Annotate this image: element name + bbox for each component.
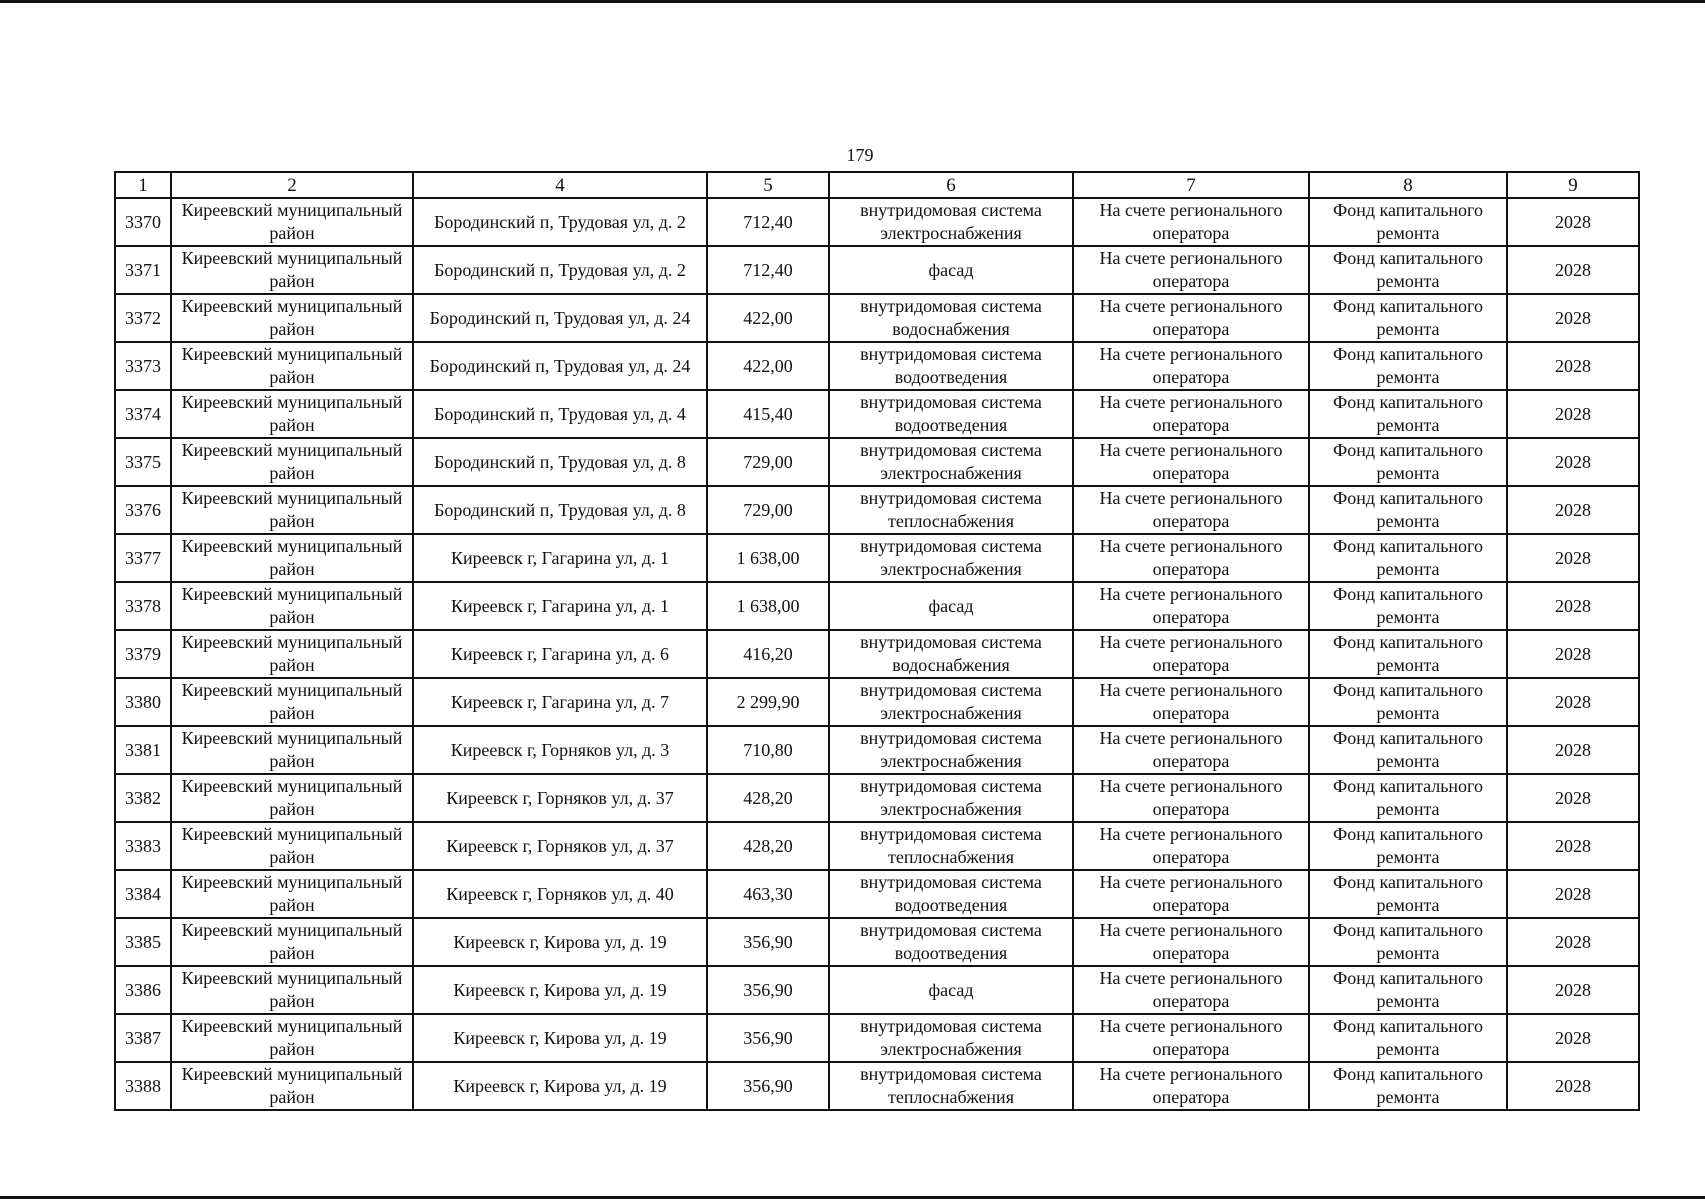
address-cell: Киреевск г, Гагарина ул, д. 1	[413, 534, 707, 582]
structural-element-cell: фасад	[829, 966, 1073, 1014]
row-number-cell: 3386	[115, 966, 171, 1014]
funding-source-cell: Фонд капитального ремонта	[1309, 198, 1507, 246]
column-header: 6	[829, 172, 1073, 198]
area-cell: 415,40	[707, 390, 829, 438]
funding-source-cell: Фонд капитального ремонта	[1309, 534, 1507, 582]
funding-source-cell: Фонд капитального ремонта	[1309, 966, 1507, 1014]
address-cell: Киреевск г, Горняков ул, д. 3	[413, 726, 707, 774]
column-header: 5	[707, 172, 829, 198]
row-number-cell: 3385	[115, 918, 171, 966]
row-number-cell: 3378	[115, 582, 171, 630]
address-cell: Киреевск г, Горняков ул, д. 40	[413, 870, 707, 918]
structural-element-cell: фасад	[829, 582, 1073, 630]
area-cell: 416,20	[707, 630, 829, 678]
area-cell: 2 299,90	[707, 678, 829, 726]
row-number-cell: 3383	[115, 822, 171, 870]
row-number-cell: 3381	[115, 726, 171, 774]
table-row	[115, 294, 1639, 342]
table-row	[115, 438, 1639, 486]
address-cell: Бородинский п, Трудовая ул, д. 24	[413, 342, 707, 390]
fund-account-cell: На счете регионального оператора	[1073, 198, 1309, 246]
structural-element-cell: внутридомовая система водоснабжения	[829, 294, 1073, 342]
funding-source-cell: Фонд капитального ремонта	[1309, 1014, 1507, 1062]
address-cell: Киреевск г, Кирова ул, д. 19	[413, 1062, 707, 1110]
fund-account-cell: На счете регионального оператора	[1073, 918, 1309, 966]
row-number-cell: 3380	[115, 678, 171, 726]
area-cell: 428,20	[707, 774, 829, 822]
table-row	[115, 486, 1639, 534]
address-cell: Бородинский п, Трудовая ул, д. 24	[413, 294, 707, 342]
funding-source-cell: Фонд капитального ремонта	[1309, 342, 1507, 390]
fund-account-cell: На счете регионального оператора	[1073, 246, 1309, 294]
structural-element-cell: внутридомовая система водоотведения	[829, 390, 1073, 438]
area-cell: 422,00	[707, 342, 829, 390]
district-cell: Киреевский муниципальный район	[171, 1014, 413, 1062]
row-number-cell: 3387	[115, 1014, 171, 1062]
column-header: 9	[1507, 172, 1639, 198]
address-cell: Бородинский п, Трудовая ул, д. 8	[413, 438, 707, 486]
bottom-border-line	[0, 1196, 1705, 1199]
row-number-cell: 3377	[115, 534, 171, 582]
repair-year-cell: 2028	[1507, 390, 1639, 438]
area-cell: 428,20	[707, 822, 829, 870]
area-cell: 712,40	[707, 198, 829, 246]
row-number-cell: 3382	[115, 774, 171, 822]
repair-year-cell: 2028	[1507, 486, 1639, 534]
district-cell: Киреевский муниципальный район	[171, 438, 413, 486]
structural-element-cell: внутридомовая система электроснабжения	[829, 534, 1073, 582]
table-row	[115, 966, 1639, 1014]
repair-year-cell: 2028	[1507, 870, 1639, 918]
funding-source-cell: Фонд капитального ремонта	[1309, 630, 1507, 678]
address-cell: Бородинский п, Трудовая ул, д. 2	[413, 246, 707, 294]
area-cell: 463,30	[707, 870, 829, 918]
table-row	[115, 726, 1639, 774]
repair-year-cell: 2028	[1507, 822, 1639, 870]
repair-year-cell: 2028	[1507, 1014, 1639, 1062]
row-number-cell: 3379	[115, 630, 171, 678]
page-number: 179	[846, 145, 874, 165]
table-row	[115, 1062, 1639, 1110]
repair-year-cell: 2028	[1507, 246, 1639, 294]
fund-account-cell: На счете регионального оператора	[1073, 486, 1309, 534]
area-cell: 1 638,00	[707, 534, 829, 582]
funding-source-cell: Фонд капитального ремонта	[1309, 486, 1507, 534]
district-cell: Киреевский муниципальный район	[171, 966, 413, 1014]
structural-element-cell: внутридомовая система электроснабжения	[829, 1014, 1073, 1062]
row-number-cell: 3371	[115, 246, 171, 294]
fund-account-cell: На счете регионального оператора	[1073, 438, 1309, 486]
table-row	[115, 630, 1639, 678]
structural-element-cell: внутридомовая система водоснабжения	[829, 630, 1073, 678]
area-cell: 712,40	[707, 246, 829, 294]
row-number-cell: 3376	[115, 486, 171, 534]
address-cell: Бородинский п, Трудовая ул, д. 8	[413, 486, 707, 534]
fund-account-cell: На счете регионального оператора	[1073, 630, 1309, 678]
repair-year-cell: 2028	[1507, 294, 1639, 342]
fund-account-cell: На счете регионального оператора	[1073, 774, 1309, 822]
funding-source-cell: Фонд капитального ремонта	[1309, 294, 1507, 342]
fund-account-cell: На счете регионального оператора	[1073, 1014, 1309, 1062]
district-cell: Киреевский муниципальный район	[171, 870, 413, 918]
funding-source-cell: Фонд капитального ремонта	[1309, 582, 1507, 630]
table-row	[115, 918, 1639, 966]
row-number-cell: 3372	[115, 294, 171, 342]
structural-element-cell: внутридомовая система водоотведения	[829, 918, 1073, 966]
district-cell: Киреевский муниципальный район	[171, 486, 413, 534]
district-cell: Киреевский муниципальный район	[171, 822, 413, 870]
structural-element-cell: внутридомовая система теплоснабжения	[829, 1062, 1073, 1110]
row-number-cell: 3388	[115, 1062, 171, 1110]
funding-source-cell: Фонд капитального ремонта	[1309, 870, 1507, 918]
address-cell: Киреевск г, Горняков ул, д. 37	[413, 774, 707, 822]
fund-account-cell: На счете регионального оператора	[1073, 1062, 1309, 1110]
fund-account-cell: На счете регионального оператора	[1073, 822, 1309, 870]
address-cell: Киреевск г, Кирова ул, д. 19	[413, 1014, 707, 1062]
table-row	[115, 534, 1639, 582]
fund-account-cell: На счете регионального оператора	[1073, 870, 1309, 918]
district-cell: Киреевский муниципальный район	[171, 1062, 413, 1110]
table-row	[115, 582, 1639, 630]
table-row	[115, 246, 1639, 294]
repair-year-cell: 2028	[1507, 966, 1639, 1014]
repair-year-cell: 2028	[1507, 630, 1639, 678]
funding-source-cell: Фонд капитального ремонта	[1309, 390, 1507, 438]
column-header: 8	[1309, 172, 1507, 198]
fund-account-cell: На счете регионального оператора	[1073, 390, 1309, 438]
structural-element-cell: внутридомовая система электроснабжения	[829, 438, 1073, 486]
area-cell: 422,00	[707, 294, 829, 342]
district-cell: Киреевский муниципальный район	[171, 390, 413, 438]
area-cell: 1 638,00	[707, 582, 829, 630]
table-row	[115, 870, 1639, 918]
address-cell: Киреевск г, Кирова ул, д. 19	[413, 918, 707, 966]
repair-year-cell: 2028	[1507, 582, 1639, 630]
structural-element-cell: внутридомовая система теплоснабжения	[829, 822, 1073, 870]
funding-source-cell: Фонд капитального ремонта	[1309, 246, 1507, 294]
structural-element-cell: внутридомовая система электроснабжения	[829, 198, 1073, 246]
structural-element-cell: внутридомовая система электроснабжения	[829, 678, 1073, 726]
repair-year-cell: 2028	[1507, 534, 1639, 582]
funding-source-cell: Фонд капитального ремонта	[1309, 1062, 1507, 1110]
area-cell: 356,90	[707, 966, 829, 1014]
address-cell: Киреевск г, Гагарина ул, д. 1	[413, 582, 707, 630]
funding-source-cell: Фонд капитального ремонта	[1309, 918, 1507, 966]
address-cell: Киреевск г, Горняков ул, д. 37	[413, 822, 707, 870]
address-cell: Киреевск г, Гагарина ул, д. 7	[413, 678, 707, 726]
district-cell: Киреевский муниципальный район	[171, 582, 413, 630]
top-border-line	[0, 0, 1705, 3]
fund-account-cell: На счете регионального оператора	[1073, 294, 1309, 342]
district-cell: Киреевский муниципальный район	[171, 534, 413, 582]
row-number-cell: 3374	[115, 390, 171, 438]
repair-year-cell: 2028	[1507, 438, 1639, 486]
repair-year-cell: 2028	[1507, 774, 1639, 822]
repair-year-cell: 2028	[1507, 918, 1639, 966]
address-cell: Киреевск г, Кирова ул, д. 19	[413, 966, 707, 1014]
funding-source-cell: Фонд капитального ремонта	[1309, 438, 1507, 486]
district-cell: Киреевский муниципальный район	[171, 198, 413, 246]
area-cell: 729,00	[707, 486, 829, 534]
structural-element-cell: внутридомовая система теплоснабжения	[829, 486, 1073, 534]
area-cell: 710,80	[707, 726, 829, 774]
structural-element-cell: фасад	[829, 246, 1073, 294]
area-cell: 356,90	[707, 1062, 829, 1110]
address-cell: Бородинский п, Трудовая ул, д. 2	[413, 198, 707, 246]
column-header: 2	[171, 172, 413, 198]
district-cell: Киреевский муниципальный район	[171, 294, 413, 342]
row-number-cell: 3384	[115, 870, 171, 918]
column-header: 1	[115, 172, 171, 198]
area-cell: 356,90	[707, 918, 829, 966]
fund-account-cell: На счете регионального оператора	[1073, 342, 1309, 390]
district-cell: Киреевский муниципальный район	[171, 678, 413, 726]
column-header: 7	[1073, 172, 1309, 198]
district-cell: Киреевский муниципальный район	[171, 630, 413, 678]
column-header: 4	[413, 172, 707, 198]
structural-element-cell: внутридомовая система электроснабжения	[829, 774, 1073, 822]
area-cell: 729,00	[707, 438, 829, 486]
district-cell: Киреевский муниципальный район	[171, 342, 413, 390]
fund-account-cell: На счете регионального оператора	[1073, 582, 1309, 630]
capital-repair-table	[114, 171, 1640, 1111]
table-row	[115, 1014, 1639, 1062]
district-cell: Киреевский муниципальный район	[171, 726, 413, 774]
repair-year-cell: 2028	[1507, 1062, 1639, 1110]
funding-source-cell: Фонд капитального ремонта	[1309, 774, 1507, 822]
funding-source-cell: Фонд капитального ремонта	[1309, 678, 1507, 726]
district-cell: Киреевский муниципальный район	[171, 774, 413, 822]
structural-element-cell: внутридомовая система водоотведения	[829, 870, 1073, 918]
column-number-row	[115, 172, 1639, 198]
table-row	[115, 822, 1639, 870]
fund-account-cell: На счете регионального оператора	[1073, 726, 1309, 774]
table-row	[115, 390, 1639, 438]
repair-year-cell: 2028	[1507, 198, 1639, 246]
repair-year-cell: 2028	[1507, 726, 1639, 774]
area-cell: 356,90	[707, 1014, 829, 1062]
table-row	[115, 678, 1639, 726]
row-number-cell: 3375	[115, 438, 171, 486]
table-row	[115, 342, 1639, 390]
funding-source-cell: Фонд капитального ремонта	[1309, 822, 1507, 870]
fund-account-cell: На счете регионального оператора	[1073, 534, 1309, 582]
row-number-cell: 3373	[115, 342, 171, 390]
district-cell: Киреевский муниципальный район	[171, 918, 413, 966]
fund-account-cell: На счете регионального оператора	[1073, 678, 1309, 726]
table-row	[115, 198, 1639, 246]
repair-year-cell: 2028	[1507, 678, 1639, 726]
row-number-cell: 3370	[115, 198, 171, 246]
fund-account-cell: На счете регионального оператора	[1073, 966, 1309, 1014]
funding-source-cell: Фонд капитального ремонта	[1309, 726, 1507, 774]
structural-element-cell: внутридомовая система электроснабжения	[829, 726, 1073, 774]
table-row	[115, 774, 1639, 822]
district-cell: Киреевский муниципальный район	[171, 246, 413, 294]
repair-year-cell: 2028	[1507, 342, 1639, 390]
structural-element-cell: внутридомовая система водоотведения	[829, 342, 1073, 390]
address-cell: Бородинский п, Трудовая ул, д. 4	[413, 390, 707, 438]
address-cell: Киреевск г, Гагарина ул, д. 6	[413, 630, 707, 678]
